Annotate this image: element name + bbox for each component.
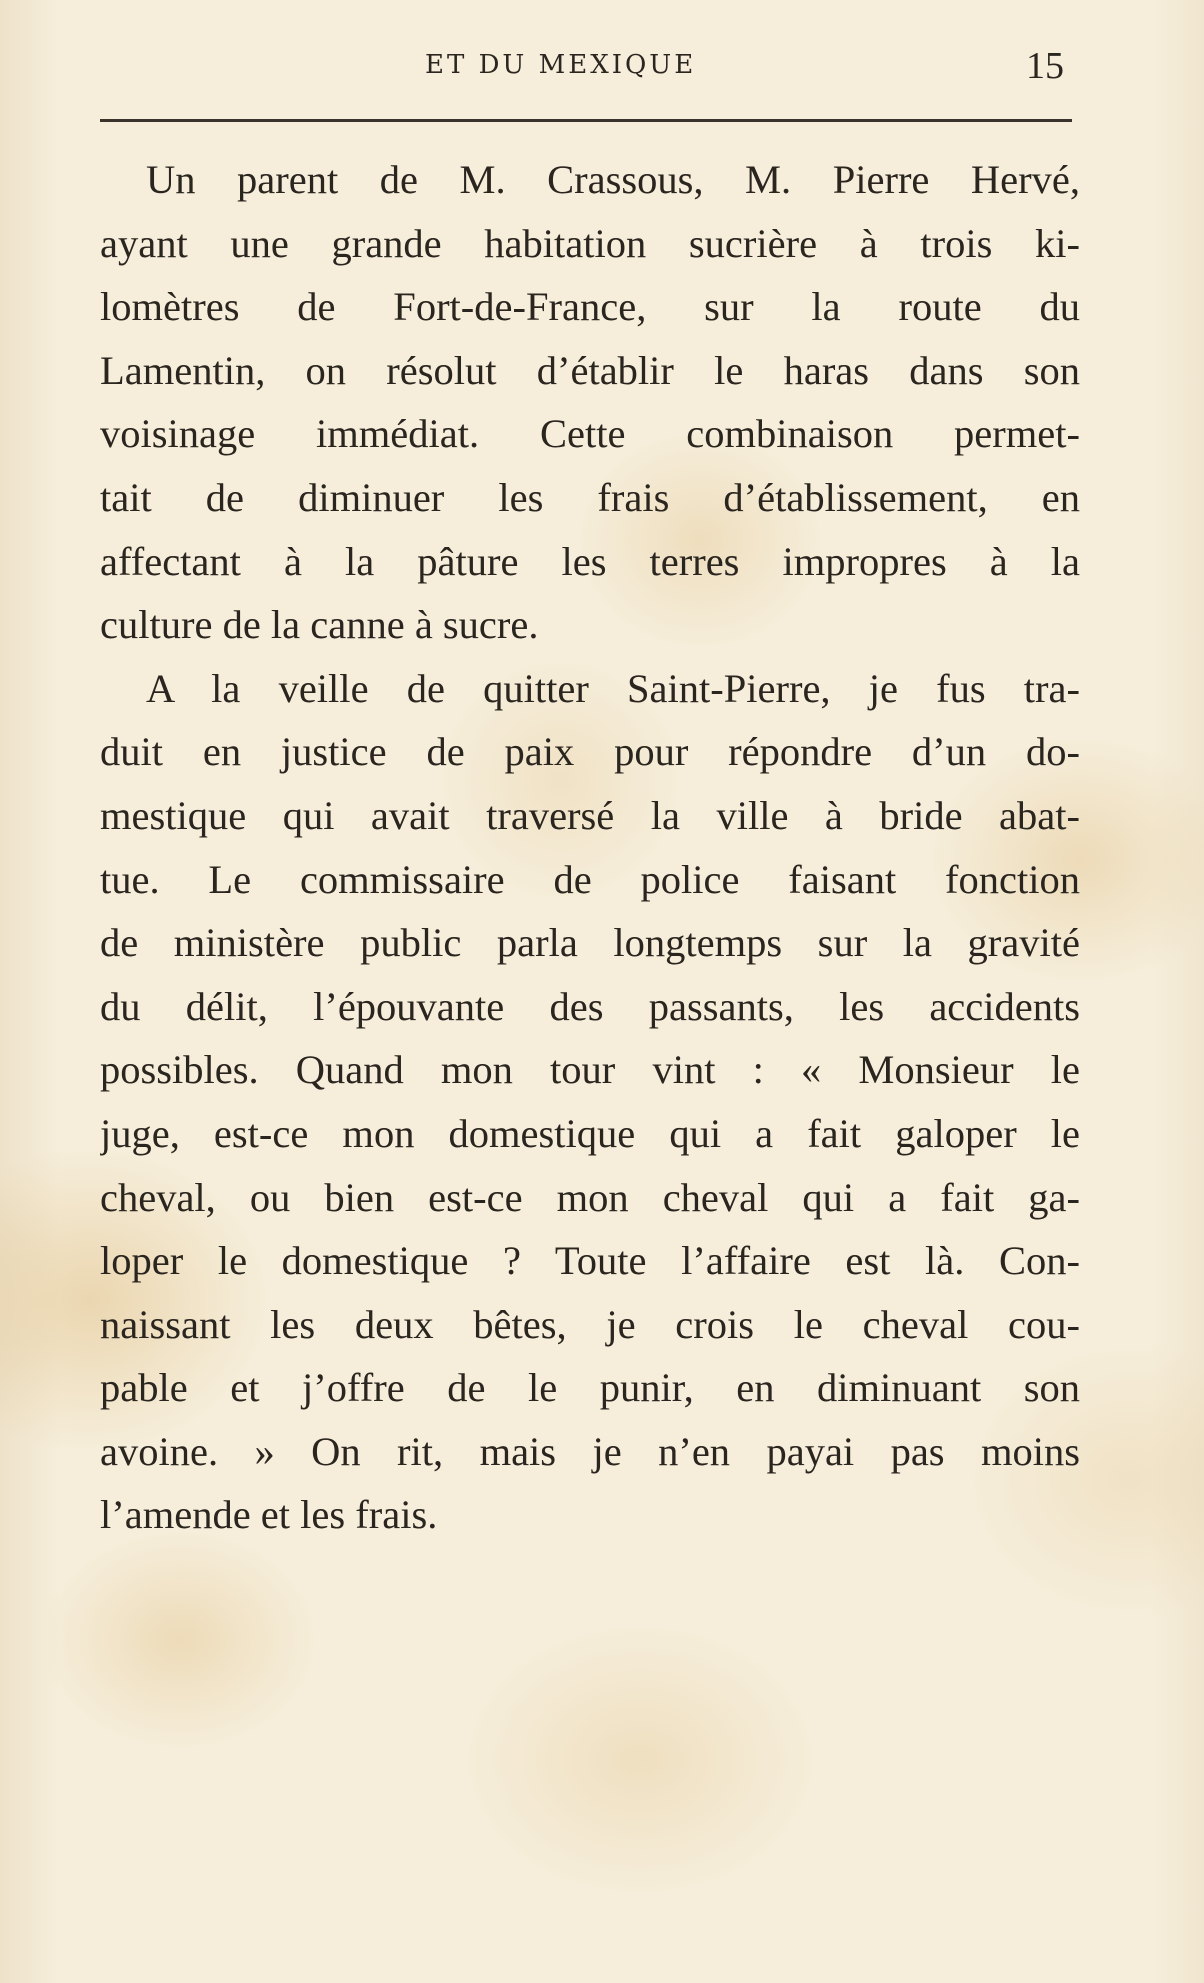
header-rule bbox=[100, 119, 1072, 122]
text-line: A la veille de quitter Saint-Pierre, je fus tra- bbox=[146, 665, 1080, 711]
body-text bbox=[100, 148, 1080, 1547]
text-line: avoine. » On rit, mais je n’en payai pas moins bbox=[100, 1428, 1080, 1474]
page-number: 15 bbox=[1026, 45, 1064, 87]
paragraph-1 bbox=[100, 148, 1080, 657]
text-line: de ministère public parla longtemps sur la gravité bbox=[100, 920, 1080, 966]
running-head bbox=[0, 44, 1204, 88]
text-line: Lamentin, on résolut d’établir le haras dans son bbox=[100, 347, 1080, 393]
text-line: Un parent de M. Crassous, M. Pierre Hervé, bbox=[146, 157, 1080, 202]
text-line: possibles. Quand mon tour vint : « Monsieur le bbox=[100, 1047, 1080, 1093]
text-line: cheval, ou bien est-ce mon cheval qui a fait ga- bbox=[100, 1174, 1080, 1220]
text-line: ayant une grande habitation sucrière à trois ki- bbox=[100, 220, 1080, 266]
text-line: du délit, l’épouvante des passants, les accidents bbox=[100, 983, 1080, 1029]
text-line: affectant à la pâture les terres impropres à la bbox=[100, 538, 1080, 584]
text-line: loper le domestique ? Toute l’affaire est là. Con- bbox=[100, 1238, 1080, 1284]
text-line: l’amende et les frais. bbox=[100, 1492, 438, 1538]
text-line: tue. Le commissaire de police faisant fonction bbox=[100, 856, 1080, 902]
text-line: naissant les deux bêtes, je crois le cheval cou- bbox=[100, 1301, 1080, 1347]
text-line: pable et j’offre de le punir, en diminuant son bbox=[100, 1365, 1080, 1411]
text-line: culture de la canne à sucre. bbox=[100, 602, 539, 648]
text-line: juge, est-ce mon domestique qui a fait galoper le bbox=[100, 1110, 1080, 1156]
text-line: tait de diminuer les frais d’établissement, en bbox=[100, 474, 1080, 520]
text-line: lomètres de Fort-de-France, sur la route du bbox=[100, 284, 1080, 330]
text-line: voisinage immédiat. Cette combinaison permet- bbox=[100, 411, 1080, 457]
running-title: ET DU MEXIQUE bbox=[425, 50, 697, 80]
text-line: mestique qui avait traversé la ville à bride abat- bbox=[100, 792, 1080, 838]
paragraph-2 bbox=[100, 657, 1080, 1547]
text-line: duit en justice de paix pour répondre d’un do- bbox=[100, 729, 1080, 775]
